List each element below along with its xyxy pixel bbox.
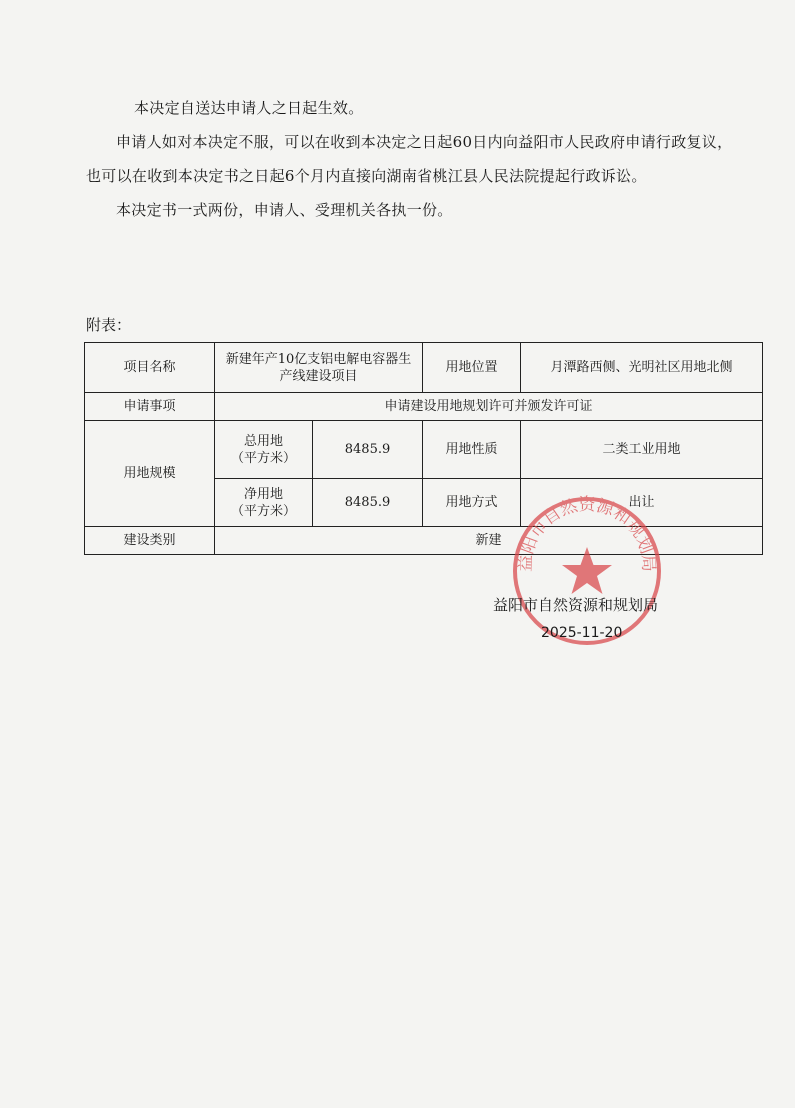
total-area-label: 总用地 （平方米） [215,421,313,479]
land-nature-value: 二类工业用地 [521,421,763,479]
construction-type-value: 新建 [215,527,763,555]
application-item-value: 申请建设用地规划许可并颁发许可证 [215,393,763,421]
table-row [85,343,763,393]
total-area-value: 8485.9 [313,421,423,479]
seal-star-icon [562,547,612,594]
paragraph-appeal: 申请人如对本决定不服，可以在收到本决定之日起60日内向益阳市人民政府申请行政复议，也可以在收到本决定书之日起6个月内直接向湖南省桃江县人民法院提起行政诉讼。 [86,133,733,185]
table-row [85,393,763,421]
land-scale-label: 用地规模 [85,421,215,527]
land-method-label: 用地方式 [423,479,521,527]
site-location-label: 用地位置 [423,343,521,393]
construction-type-label: 建设类别 [85,527,215,555]
attachment-heading: 附表： [86,316,132,334]
application-item-label: 申请事项 [85,393,215,421]
signature-date: 2025-11-20 [541,625,623,641]
paragraph-copies: 本决定书一式两份，申请人、受理机关各执一份。 [116,201,453,219]
project-name-label: 项目名称 [85,343,215,393]
land-method-value: 出让 [521,479,763,527]
land-nature-label: 用地性质 [423,421,521,479]
project-name-value: 新建年产10亿支铝电解电容器生产线建设项目 [215,343,423,393]
net-area-label: 净用地 （平方米） [215,479,313,527]
signature-organization: 益阳市自然资源和规划局 [493,596,659,614]
net-area-value: 8485.9 [313,479,423,527]
table-row [85,421,763,479]
seal-text: 益阳市自然资源和规划局 [515,495,659,573]
paragraph-effective: 本决定自送达申请人之日起生效。 [134,99,364,117]
site-location-value: 月潭路西侧、光明社区用地北侧 [521,343,763,393]
